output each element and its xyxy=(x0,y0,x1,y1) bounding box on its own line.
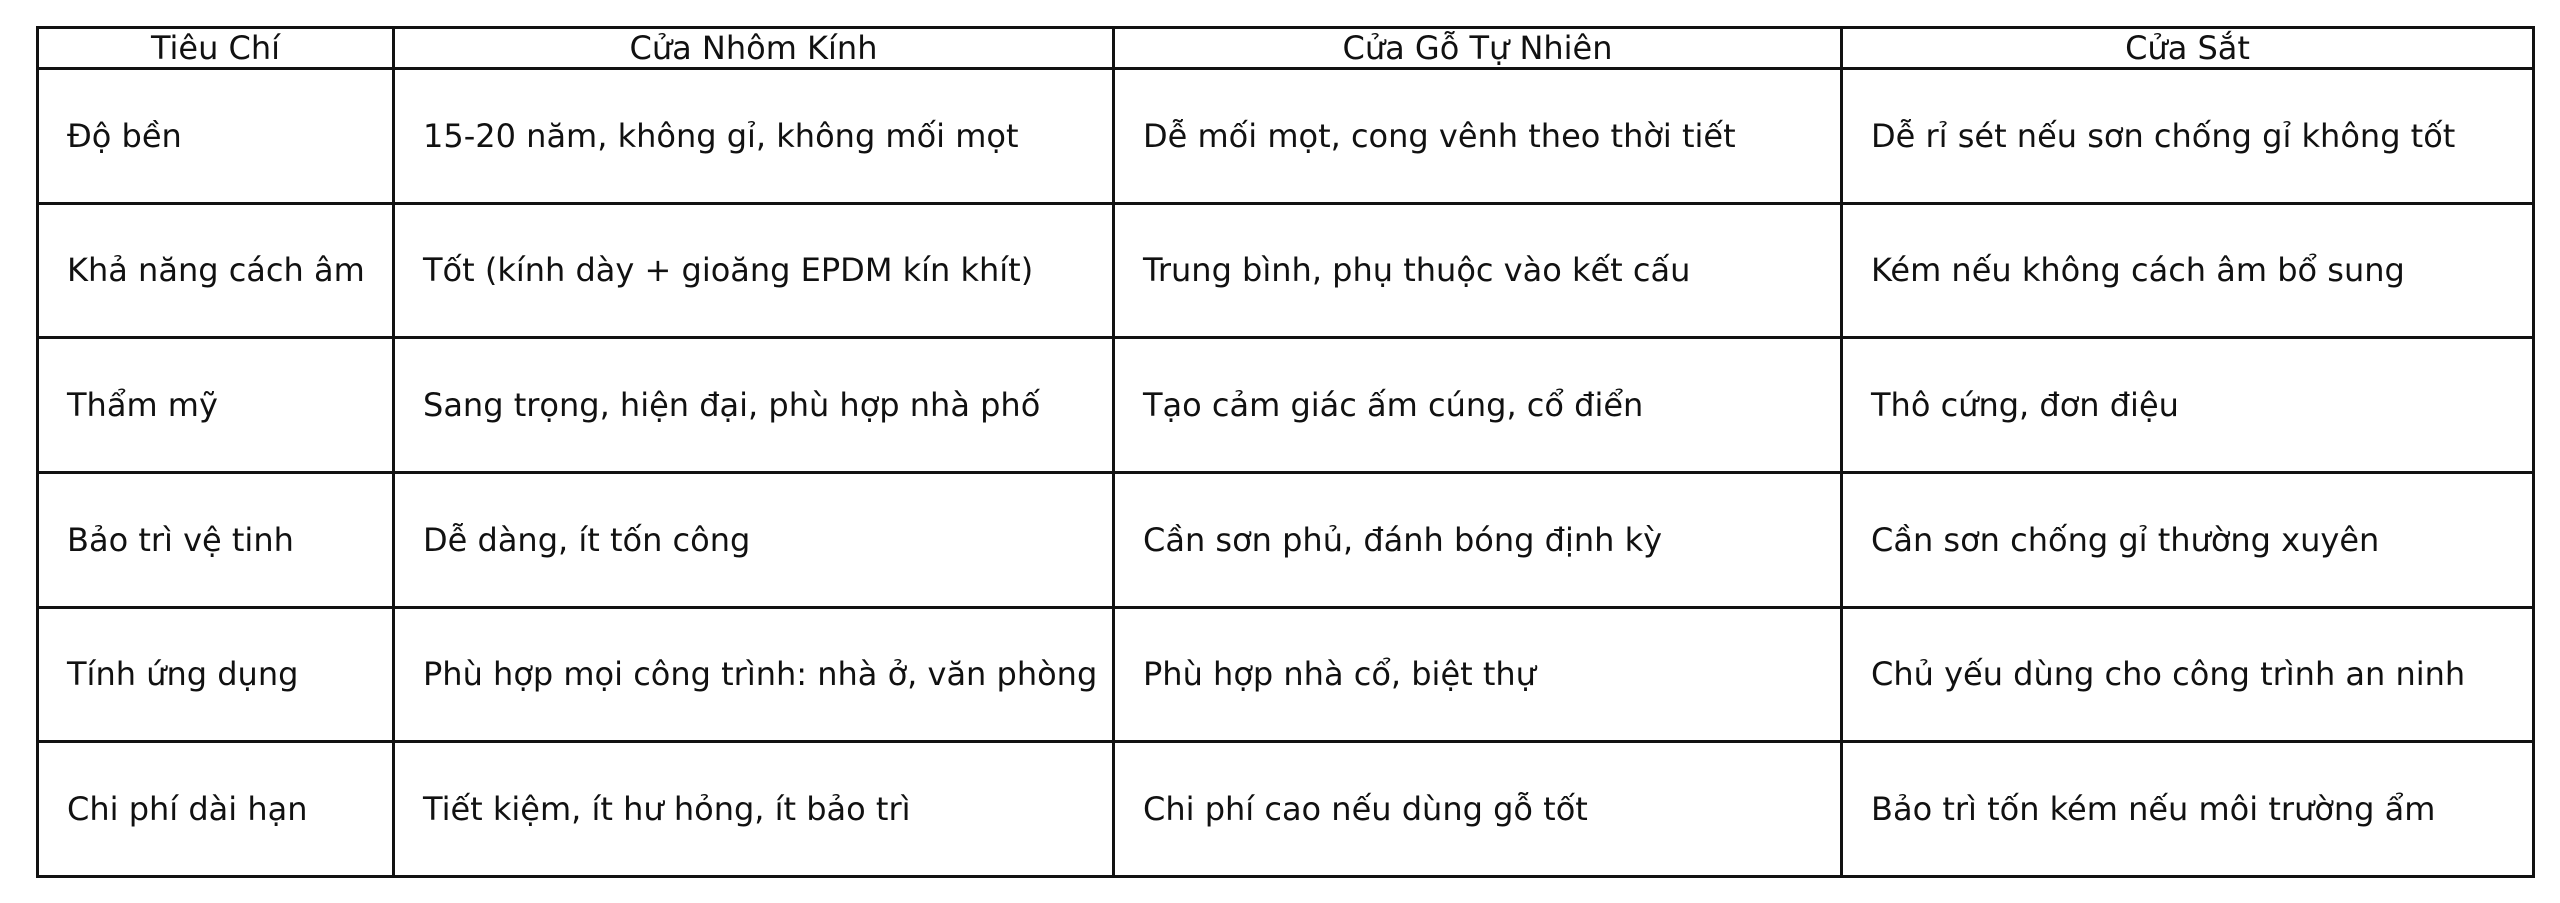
table-row xyxy=(38,203,2534,338)
table-row xyxy=(38,472,2534,607)
row-criteria-cell: Tính ứng dụng xyxy=(38,607,394,742)
table-row xyxy=(38,69,2534,204)
row-criteria-cell: Bảo trì vệ tinh xyxy=(38,472,394,607)
table-row xyxy=(38,338,2534,473)
iron-cell: Dễ rỉ sét nếu sơn chống gỉ không tốt xyxy=(1842,69,2534,204)
comparison-table-container xyxy=(36,26,2532,878)
row-criteria-cell: Khả năng cách âm xyxy=(38,203,394,338)
header-iron-door: Cửa Sắt xyxy=(1842,28,2534,69)
natural-wood-cell: Chi phí cao nếu dùng gỗ tốt xyxy=(1114,742,1842,877)
header-natural-wood-door: Cửa Gỗ Tự Nhiên xyxy=(1114,28,1842,69)
natural-wood-cell: Phù hợp nhà cổ, biệt thự xyxy=(1114,607,1842,742)
aluminum-glass-cell: 15-20 năm, không gỉ, không mối mọt xyxy=(394,69,1114,204)
aluminum-glass-cell: Dễ dàng, ít tốn công xyxy=(394,472,1114,607)
iron-cell: Chủ yếu dùng cho công trình an ninh xyxy=(1842,607,2534,742)
aluminum-glass-cell: Tốt (kính dày + gioăng EPDM kín khít) xyxy=(394,203,1114,338)
natural-wood-cell: Cần sơn phủ, đánh bóng định kỳ xyxy=(1114,472,1842,607)
table-header-row xyxy=(38,28,2534,69)
table-row xyxy=(38,607,2534,742)
aluminum-glass-cell: Tiết kiệm, ít hư hỏng, ít bảo trì xyxy=(394,742,1114,877)
header-criteria: Tiêu Chí xyxy=(38,28,394,69)
comparison-table xyxy=(36,26,2535,878)
row-criteria-cell: Chi phí dài hạn xyxy=(38,742,394,877)
row-criteria-cell: Thẩm mỹ xyxy=(38,338,394,473)
header-aluminum-glass-door: Cửa Nhôm Kính xyxy=(394,28,1114,69)
natural-wood-cell: Trung bình, phụ thuộc vào kết cấu xyxy=(1114,203,1842,338)
row-criteria-cell: Độ bền xyxy=(38,69,394,204)
natural-wood-cell: Dễ mối mọt, cong vênh theo thời tiết xyxy=(1114,69,1842,204)
aluminum-glass-cell: Phù hợp mọi công trình: nhà ở, văn phòng xyxy=(394,607,1114,742)
table-row xyxy=(38,742,2534,877)
iron-cell: Bảo trì tốn kém nếu môi trường ẩm xyxy=(1842,742,2534,877)
aluminum-glass-cell: Sang trọng, hiện đại, phù hợp nhà phố xyxy=(394,338,1114,473)
iron-cell: Kém nếu không cách âm bổ sung xyxy=(1842,203,2534,338)
iron-cell: Cần sơn chống gỉ thường xuyên xyxy=(1842,472,2534,607)
natural-wood-cell: Tạo cảm giác ấm cúng, cổ điển xyxy=(1114,338,1842,473)
iron-cell: Thô cứng, đơn điệu xyxy=(1842,338,2534,473)
